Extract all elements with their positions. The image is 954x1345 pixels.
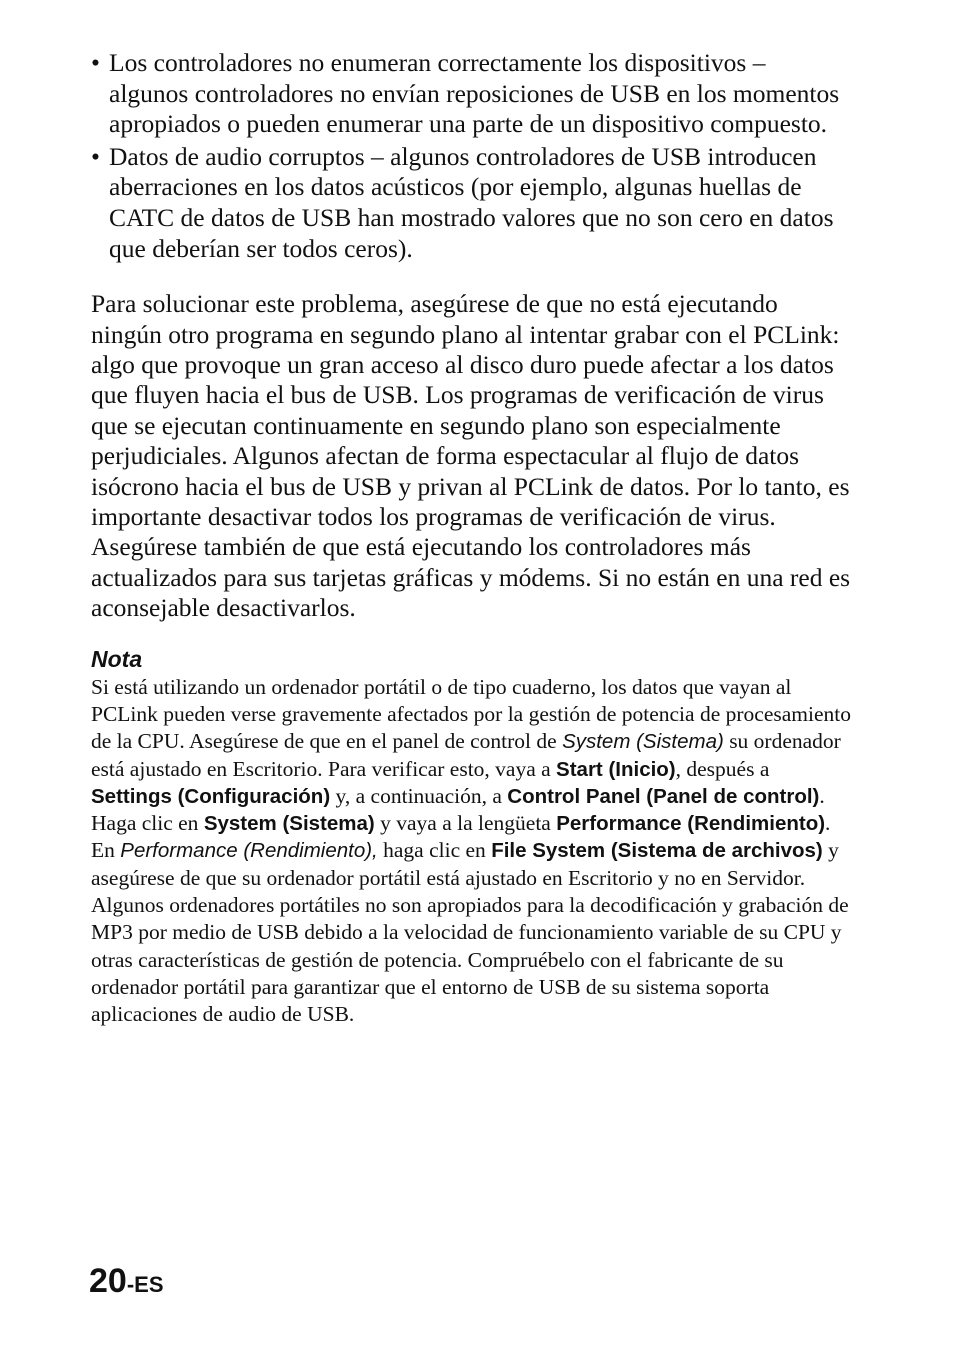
note-ui-term: Control Panel (Panel de control) [507,784,820,808]
note-text: haga clic en [377,838,492,863]
bullet-list [91,48,851,264]
note-ui-term: File System (Sistema de archivos) [491,839,823,863]
note-ui-term: Start (Inicio) [556,757,676,781]
note-ui-term: Performance (Rendimiento) [556,812,826,836]
note-text: Si está utilizando un ordenador portátil o de tipo cuaderno, los datos que vayan al PCLink pueden verse gravemente afectados por la gestión de potencia de procesamiento de la CPU. Asegúrese de que en el panel de control de [91,674,851,754]
note-text: y asegúrese de que su ordenador portátil está ajustado en Escritorio y no en Servidor. Algunos ordenadores portátiles no son apropiados para la decodificación y grabación de MP3 por medio de USB debido a la velocidad de funcionamiento variable de su CPU y otras características de gestión de potencia. Compruébelo con el fabricante de su ordenador portátil para garantizar que el entorno de USB de su sistema soporta aplicaciones de audio de USB. [91,838,849,1027]
note-ui-term: Performance (Rendimiento), [120,839,378,863]
note-ui-term: Settings (Configuración) [91,784,331,808]
note-text: y vaya a la lengüeta [374,811,557,836]
note-text: su ordenador está ajustado en Escritorio. Para verificar esto, vaya a [91,729,841,781]
bullet-item: • Datos de audio corruptos – algunos controladores de USB introducen aberraciones en los datos acústicos (por ejemplo, algunas huellas de CATC de datos de USB han mostrado valores que no son cero en datos que deberían ser todos ceros). [91,142,851,264]
note-text: . Haga clic en [91,783,825,836]
note-heading: Nota [91,645,143,672]
body-paragraph: Para solucionar este problema, asegúrese de que no está ejecutando ningún otro programa en segundo plano al intentar grabar con el PCLink: algo que provoque un gran acceso al disco duro puede afectar a los datos que fluyen hacia el bus de USB. Los programas de verificación de virus que se ejecutan continuamente en segundo plano son especialmente perjudiciales. Algunos afectan de forma espectacular al flujo de datos isócrono hacia el bus de USB y privan al PCLink de datos. Por lo tanto, es importante desactivar todos los programas de verificación de virus. Asegúrese también de que está ejecutando los controladores más actualizados para sus tarjetas gráficas y módems. Si no están en una red es aconsejable desactivarlos. [91,289,851,623]
note-ui-term: System (Sistema) [562,730,724,754]
page-number: 20 [89,1262,127,1300]
note-text: , después a [675,756,770,781]
note-ui-term: System (Sistema) [203,812,375,836]
note-text: . En [91,811,831,863]
page-language-suffix: -ES [126,1272,164,1297]
page-footer [89,1262,164,1301]
bullet-item: • Los controladores no enumeran correctamente los dispositivos – algunos controladores no envían reposiciones de USB en los momentos apropiados o pueden enumerar una parte de un dispositivo compuesto. [91,48,851,140]
page-content [91,48,851,1028]
note-text: y, a continuación, a [330,783,508,808]
note-body [91,674,851,1029]
